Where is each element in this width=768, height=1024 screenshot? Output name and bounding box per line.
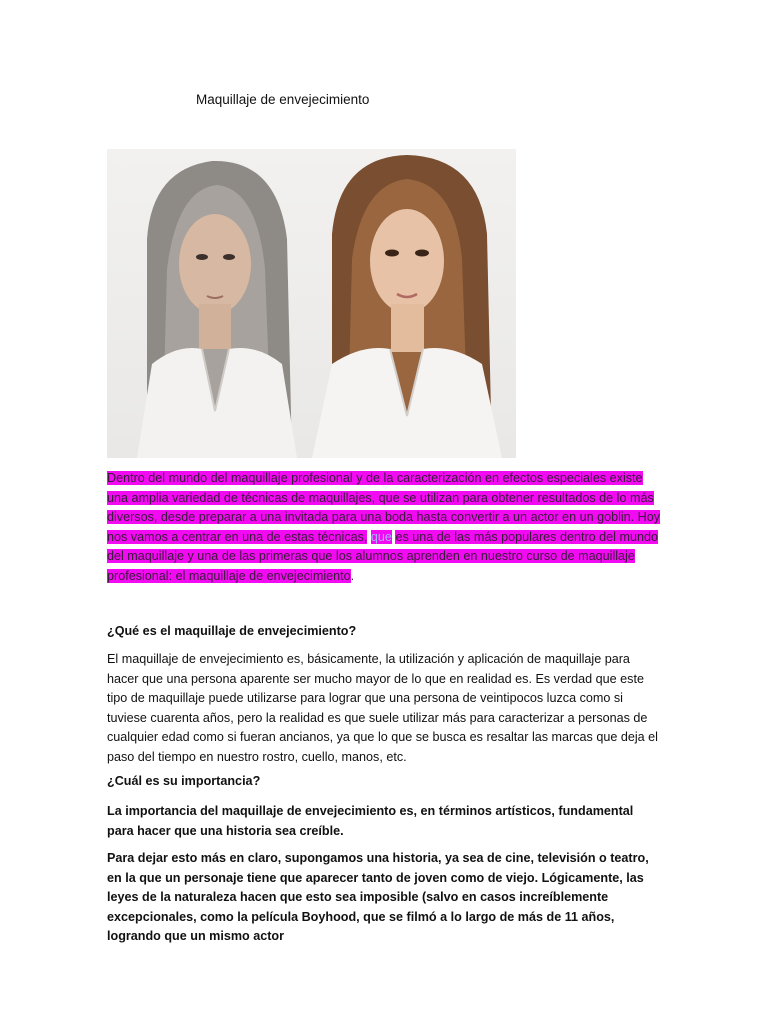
aging-makeup-comparison-photo-icon bbox=[107, 149, 516, 458]
section-heading-que-es: ¿Qué es el maquillaje de envejecimiento? bbox=[107, 624, 357, 638]
intro-paragraph bbox=[107, 469, 663, 586]
aging-comparison-image bbox=[107, 149, 516, 458]
paragraph-definition: El maquillaje de envejecimiento es, básicamente, la utilización y aplicación de maquillaje para hacer que una persona aparente ser mucho mayor de lo que en realidad es. Es verdad que este tipo de maquillaje puede utilizarse para lograr que una persona de veintipocos luzca como si tuviese cuarenta años, pero la realidad es que suele utilizar más para caracterizar a personas de cualquier edad como si fueran ancianos, ya que lo que se busca es resaltar las marcas que deja el paso del tiempo en nuestro rostro, cuello, manos, etc. bbox=[107, 652, 658, 764]
intro-end: . bbox=[350, 568, 355, 583]
paragraph-example: Para dejar esto más en claro, supongamos una historia, ya sea de cine, televisión o teatro, en la que un personaje tiene que aparecer tanto de joven como de viejo. Lógicamente, las leyes de la naturaleza hacen que esto sea imposible (salvo en casos increíblemente excepcionales, como la película Boyhood, que se filmó a lo largo de más de 11 años, logrando que un mismo actor bbox=[107, 851, 649, 943]
intro-text-part2: es una de las más populares dentro del mundo del maquillaje y una de las primeras que los alumnos aprenden en nuestro curso de maquillaje profesional: el maquillaje de envejecimiento bbox=[107, 529, 658, 583]
intro-link[interactable]: que bbox=[370, 529, 392, 544]
document-title: Maquillaje de envejecimiento bbox=[196, 92, 370, 107]
section-heading-importancia: ¿Cuál es su importancia? bbox=[107, 774, 261, 788]
paragraph-importance: La importancia del maquillaje de envejecimiento es, en términos artísticos, fundamental para hacer que una historia sea creíble. bbox=[107, 804, 634, 838]
intro-text-part1: Dentro del mundo del maquillaje profesional y de la caracterización en efectos especiales existe una amplia variedad de técnicas de maquillajes, que se utilizan para obtener resultados de lo más diversos, desde preparar a una invitada para una boda hasta convertir a un actor en un goblin. Hoy nos vamos a centrar en una de estas técnicas, bbox=[107, 471, 661, 544]
